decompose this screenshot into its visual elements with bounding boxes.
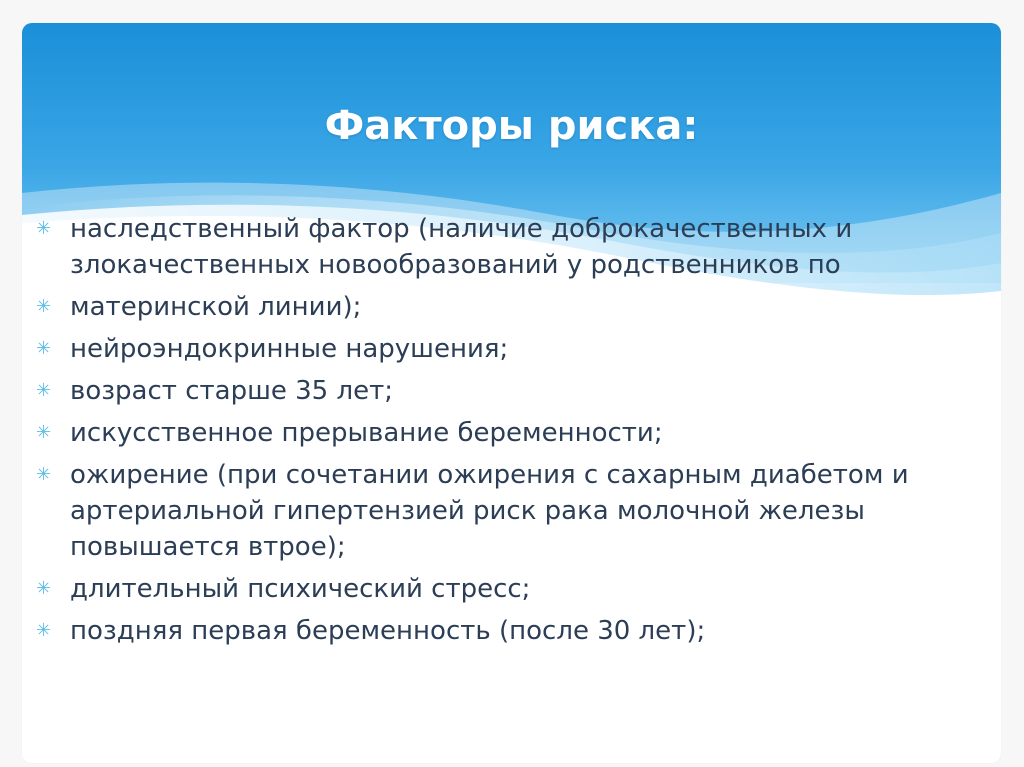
list-item-text: наследственный фактор (наличие доброкачественных и злокачественных новообразований у родственников по bbox=[70, 214, 853, 280]
list-item bbox=[36, 457, 986, 565]
list-item bbox=[36, 211, 986, 283]
asterisk-icon: ✳ bbox=[36, 422, 52, 443]
asterisk-icon: ✳ bbox=[36, 338, 52, 359]
asterisk-icon: ✳ bbox=[36, 578, 52, 599]
list-item bbox=[36, 289, 986, 325]
list-item bbox=[36, 331, 986, 367]
asterisk-icon: ✳ bbox=[36, 218, 52, 239]
list-item bbox=[36, 415, 986, 451]
list-item-text: материнской линии); bbox=[70, 292, 362, 322]
bullet-list bbox=[36, 211, 986, 655]
list-item-text: возраст старше 35 лет; bbox=[70, 376, 393, 406]
list-item-text: ожирение (при сочетании ожирения с сахарным диабетом и артериальной гипертензией риск рака молочной железы повышается втрое); bbox=[70, 460, 909, 562]
list-item-text: нейроэндокринные нарушения; bbox=[70, 334, 509, 364]
asterisk-icon: ✳ bbox=[36, 296, 52, 317]
asterisk-icon: ✳ bbox=[36, 620, 52, 641]
slide-title: Факторы риска: bbox=[324, 103, 699, 149]
asterisk-icon: ✳ bbox=[36, 464, 52, 485]
asterisk-icon: ✳ bbox=[36, 380, 52, 401]
list-item-text: длительный психический стресс; bbox=[70, 574, 531, 604]
list-item bbox=[36, 571, 986, 607]
slide bbox=[22, 23, 1001, 763]
list-item bbox=[36, 613, 986, 649]
list-item-text: поздняя первая беременность (после 30 лет); bbox=[70, 616, 706, 646]
list-item bbox=[36, 373, 986, 409]
list-item-text: искусственное прерывание беременности; bbox=[70, 418, 663, 448]
